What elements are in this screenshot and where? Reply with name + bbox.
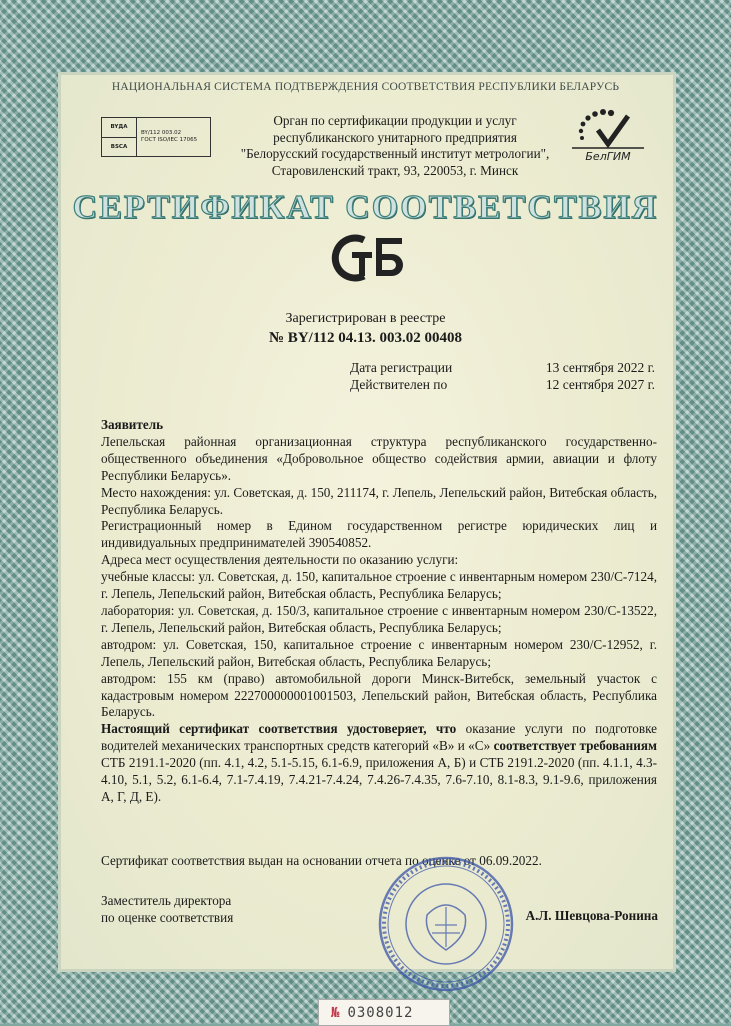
org-line: республиканского унитарного предприятия [273,129,517,145]
belgim-logo-icon [568,108,648,164]
address-item: лаборатория: ул. Советская, д. 150/3, капитальное строение с инвентарным номером 230/С-13522, г. Лепель, Лепельский район, Витебская область, Республика Беларусь; [101,602,657,635]
certificate-body [101,417,657,806]
statement-text-2: СТБ 2191.1-2020 (пп. 4.1, 4.2, 5.1-5.15, 6.1-6.9, приложения А, Б) и СТБ 2191.2-2020 (пп. 4.1.1, 4.3-4.10, 5.1, 5.2, 6.1-6.4, 7.1-7.4.19, 7.4.21-7.4.24, 7.4.26-7.4.35, 7.6-7.10, 8.1-8.3, 9.1-9.6, приложения А, Г, Д, Е). [101,755,657,804]
certification-body [225,113,565,179]
registration-date-label: Дата регистрации [350,360,453,375]
applicant-name: Лепельская районная организационная структура республиканского государственно-общественного объединения «Добровольное общество содействия армии, авиации и флоту Республики Беларусь». [101,433,657,483]
stb-mark-icon [330,232,408,284]
valid-until-date: 12 сентября 2027 г. [545,377,655,392]
serial-number-box [318,999,450,1026]
address-item: учебные классы: ул. Советская, д. 150, капитальное строение с инвентарным номером 230/С-7124, г. Лепель, Лепельский район, Витебская область, Республика Беларусь; [101,569,657,602]
accreditation-abbr-1: BYДA [102,118,136,138]
certification-statement [101,721,657,806]
org-line: "Белорусский государственный институт метрологии", [240,146,550,161]
accreditation-abbr-2: BSCA [110,143,128,150]
applicant-location: Место нахождения: ул. Советская, д. 150, 211174, г. Лепель, Лепельский район, Витебская область, Республика Беларусь. [101,484,657,517]
accreditation-code-2: ГОСТ ISO/IEC 17065 [141,137,198,143]
accreditation-code-1: BY/112 003.02 [141,130,182,136]
belgim-label: БелГИМ [585,150,631,163]
system-banner: НАЦИОНАЛЬНАЯ СИСТЕМА ПОДТВЕРЖДЕНИЯ СООТВЕТСТВИЯ РЕСПУБЛИКИ БЕЛАРУСЬ [111,81,620,93]
address-item: автодром: ул. Советская, 150, капитальное строение с инвентарным номером 230/С-12952, г. Лепель, Лепельский район, Витебская область, Республика Беларусь; [101,636,657,669]
applicant-heading: Заявитель [101,417,164,432]
registration-date: 13 сентября 2022 г. [545,360,655,375]
statement-bold-2: соответствует требованиям [493,738,657,754]
document-title: СЕРТИФИКАТ СООТВЕТСТВИЯ [72,189,659,226]
addresses-heading: Адреса мест осуществления деятельности по оказанию услуги: [101,552,459,568]
registry-caption: Зарегистрирован в реестре [285,311,446,326]
applicant-reg-number: Регистрационный номер в Едином государственном регистре юридических лиц и индивидуальных предпринимателей 390540852. [101,518,657,551]
issue-basis: Сертификат соответствия выдан на основании отчета по оценке от 06.09.2022. [101,853,542,868]
signatory-name: А.Л. Шевцова-Ронина [525,908,658,923]
valid-until-label: Действителен по [350,377,448,392]
position-line: по оценке соответствия [101,910,234,925]
position-line: Заместитель директора [101,893,232,908]
statement-bold-1: Настоящий сертификат соответствия удостоверяет, что [101,721,457,737]
signatory-position [101,892,233,926]
registry-number: № BY/112 04.13. 003.02 00408 [268,330,462,346]
org-line: Орган по сертификации продукции и услуг [273,113,517,128]
official-seal-icon [377,855,515,993]
statement-text-1: оказание услуги по подготовке водителей механических транспортных средств категорий «В» и «С» [101,721,657,754]
address-item: автодром: 155 км (право) автомобильной дороги Минск-Витебск, земельный участок с кадастровым номером 222700000001001503, Лепельский район, Витебская область, Республика Беларусь. [101,670,657,720]
serial-prefix: № [331,1004,340,1021]
serial-number: 0308012 [347,1004,414,1021]
accreditation-mark [101,117,211,157]
org-line: Старовиленский тракт, 93, 220053, г. Минск [271,162,519,178]
